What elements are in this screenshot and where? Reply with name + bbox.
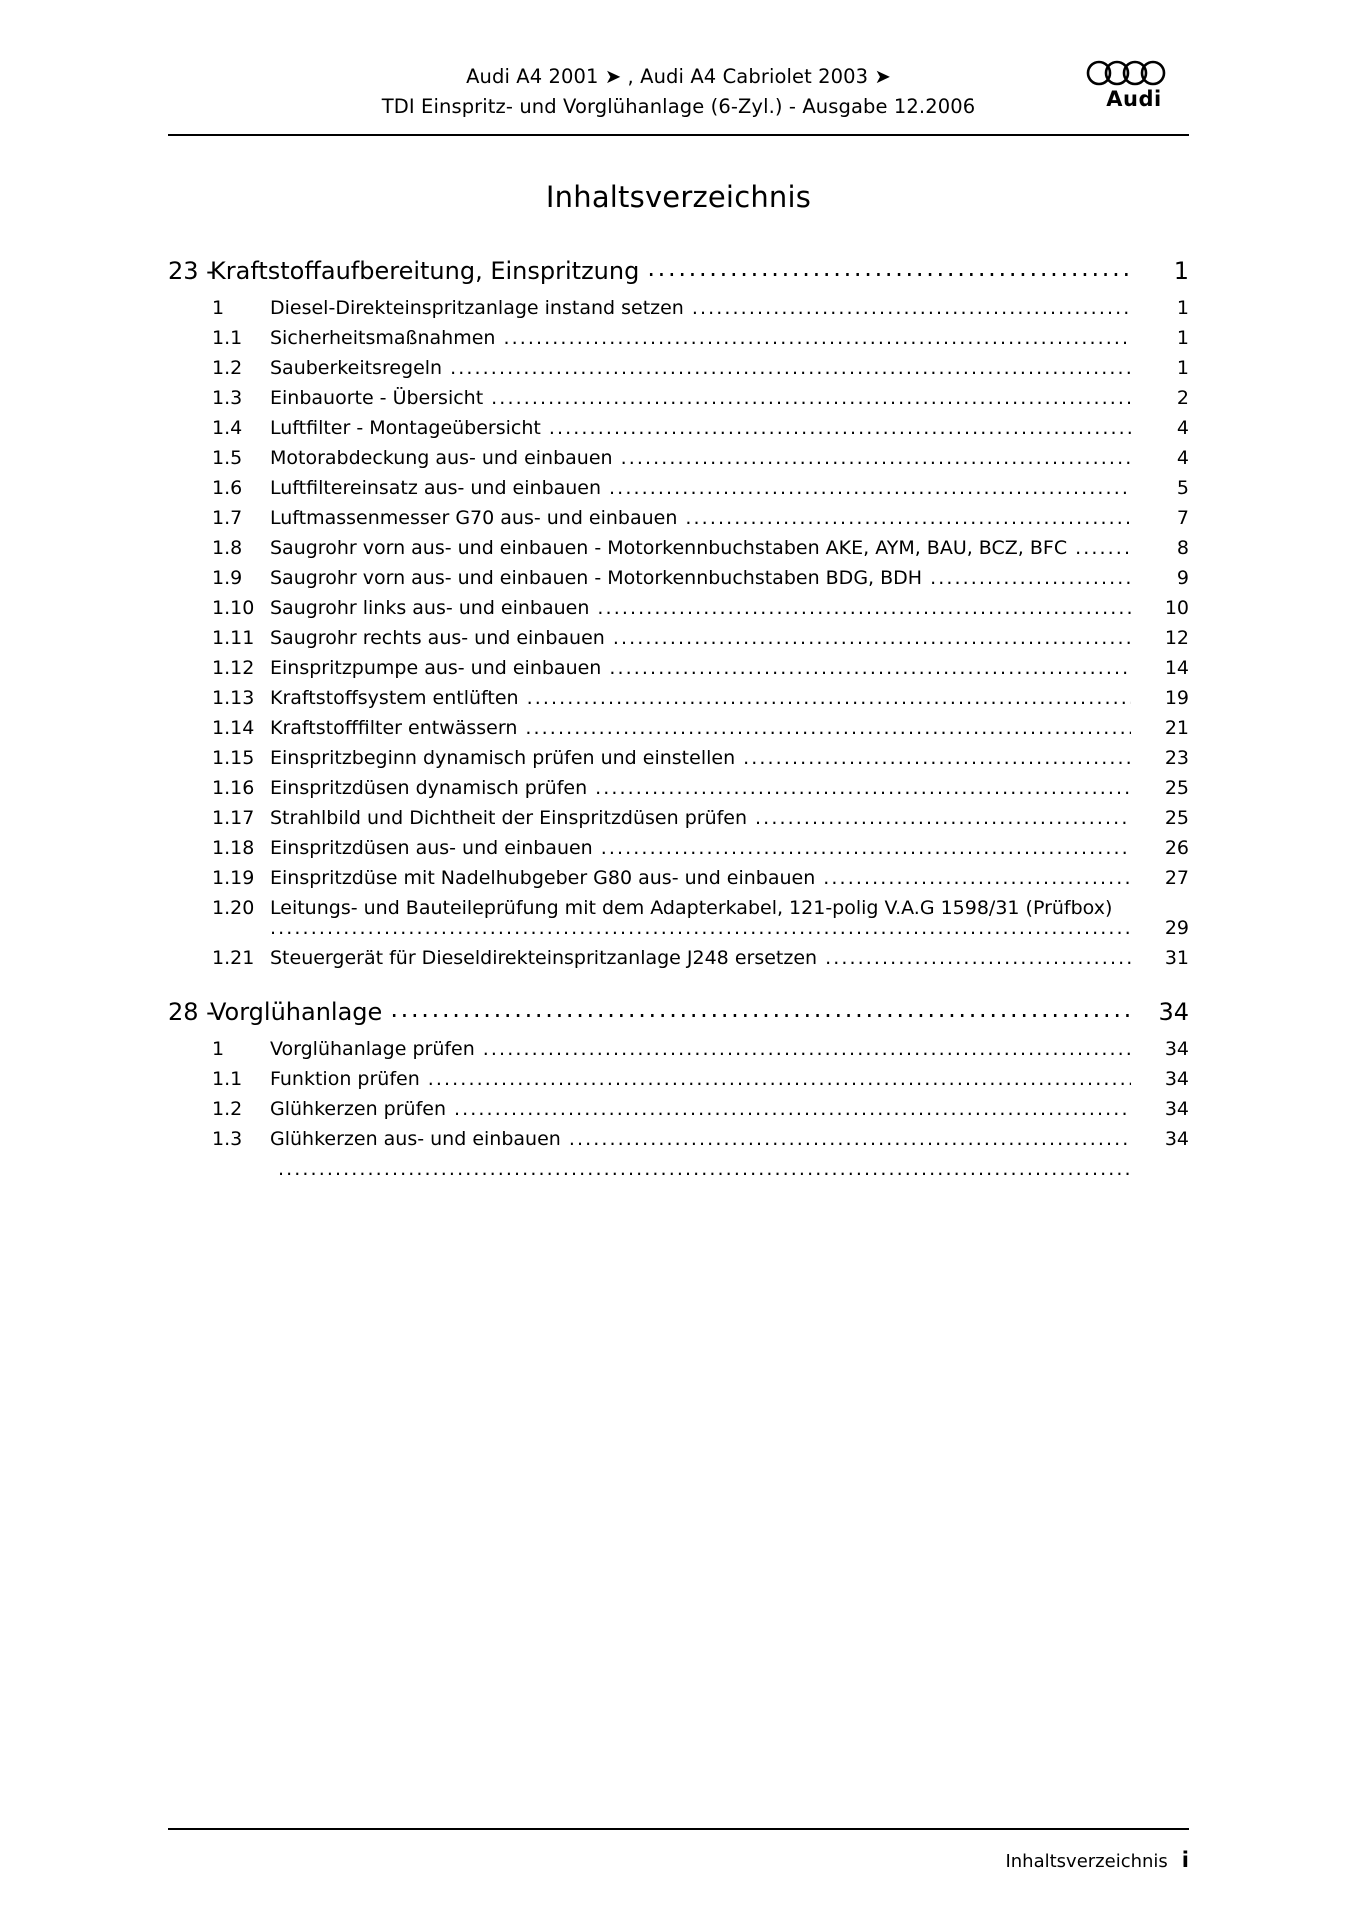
toc-label: Diesel-Direkteinspritzanlage instand setzen (270, 297, 684, 319)
page-header (168, 0, 1189, 132)
toc-number: 1.3 (212, 1128, 243, 1150)
toc-number: 1.8 (212, 537, 243, 559)
toc-number: 1.20 (212, 897, 255, 919)
toc-page: 4 (1176, 447, 1189, 469)
toc-entry-subsection[interactable] (168, 417, 1189, 439)
toc-label: Steuergerät für Dieseldirekteinspritzanlage J248 ersetzen (270, 947, 818, 969)
toc-number: 1.2 (212, 357, 243, 379)
toc-entry-continuation[interactable] (168, 917, 1189, 939)
toc-entry-subsection[interactable] (168, 627, 1189, 649)
toc-page: 27 (1164, 867, 1189, 889)
toc-number: 1 (212, 297, 225, 319)
toc-leader (755, 807, 1131, 829)
toc-page: 1 (1176, 357, 1189, 379)
toc-number: 1.19 (212, 867, 255, 889)
toc-label: Leitungs- und Bauteileprüfung mit dem Adapterkabel, 121-polig V.A.G 1598/31 (Prüfbox) (270, 897, 1113, 919)
toc-page: 7 (1176, 507, 1189, 529)
toc-label: Luftfiltereinsatz aus- und einbauen (270, 477, 602, 499)
toc-entry-subsection[interactable] (168, 1128, 1189, 1150)
page-footer (168, 1828, 1189, 1872)
toc-continuation-spacer (168, 917, 270, 939)
toc-entry-subsection[interactable] (168, 357, 1189, 379)
toc-number: 1.5 (212, 447, 243, 469)
toc-page: 8 (1176, 537, 1189, 559)
toc-label: Funktion prüfen (270, 1068, 420, 1090)
toc-label: Einspritzdüse mit Nadelhubgeber G80 aus- und einbauen (270, 867, 816, 889)
toc-number: 1.15 (212, 747, 255, 769)
toc-leader (390, 995, 1131, 1023)
toc-leader (595, 777, 1131, 799)
toc-number: 1.12 (212, 657, 255, 679)
toc-page: 2 (1176, 387, 1189, 409)
toc-entry-subsection[interactable] (168, 837, 1189, 859)
footer-divider (168, 1828, 1189, 1830)
toc-number: 1.11 (212, 627, 255, 649)
toc-label: Glühkerzen prüfen (270, 1098, 446, 1120)
toc-leader (525, 717, 1131, 739)
toc-entry-subsection[interactable] (168, 537, 1189, 559)
toc-number: 1.1 (212, 1068, 243, 1090)
toc-page: 1 (1176, 297, 1189, 319)
toc-leader (270, 917, 1131, 939)
toc-page: 34 (1164, 1038, 1189, 1060)
toc-label: Einbauorte - Übersicht (270, 387, 484, 409)
toc-label: Luftmassenmesser G70 aus- und einbauen (270, 507, 678, 529)
toc-leader (454, 1098, 1131, 1120)
toc-leader (825, 947, 1131, 969)
toc-page: 21 (1164, 717, 1189, 739)
toc-label: Einspritzpumpe aus- und einbauen (270, 657, 602, 679)
toc-page: 26 (1164, 837, 1189, 859)
header-line-model: Audi A4 2001 ➤ , Audi A4 Cabriolet 2003 ➤ (466, 65, 891, 88)
header-divider (168, 134, 1189, 136)
toc-page: 1 (1176, 327, 1189, 349)
toc-entry-subsection[interactable] (168, 867, 1189, 889)
toc-entry-subsection[interactable] (168, 477, 1189, 499)
toc-leader (569, 1128, 1131, 1150)
toc-number: 1.9 (212, 567, 243, 589)
toc-entry-subsection[interactable] (168, 947, 1189, 969)
toc-number: 1.21 (212, 947, 255, 969)
toc-page: 23 (1164, 747, 1189, 769)
toc-number: 1.3 (212, 387, 243, 409)
toc-page: 29 (1164, 917, 1189, 939)
footer-text-block (168, 1848, 1189, 1872)
header-title-block (168, 62, 1189, 122)
page-title: Inhaltsverzeichnis (545, 180, 812, 214)
toc-page: 9 (1176, 567, 1189, 589)
toc-leader (278, 1158, 1131, 1180)
toc-leader (1075, 537, 1131, 559)
toc-page: 4 (1176, 417, 1189, 439)
toc-label: Saugrohr vorn aus- und einbauen - Motorkennbuchstaben BDG, BDH (270, 567, 923, 589)
toc-entry-subsection[interactable] (168, 657, 1189, 679)
toc-leader (503, 327, 1131, 349)
toc-entry-subsection[interactable] (168, 1068, 1189, 1090)
toc-page: 14 (1164, 657, 1189, 679)
toc-label: Luftfilter - Montageübersicht (270, 417, 541, 439)
toc-label: Saugrohr links aus- und einbauen (270, 597, 590, 619)
toc-label: Einspritzbeginn dynamisch prüfen und einstellen (270, 747, 736, 769)
toc-label: Motorabdeckung aus- und einbauen (270, 447, 613, 469)
toc-page: 25 (1164, 777, 1189, 799)
toc-number: 1.2 (212, 1098, 243, 1120)
toc-entry-subsection[interactable] (168, 1158, 1189, 1180)
toc-leader (647, 254, 1131, 282)
toc-entry-chapter[interactable] (168, 254, 1189, 285)
toc-entry-subsection[interactable] (168, 597, 1189, 619)
audi-wordmark: Audi (1106, 87, 1162, 111)
toc-leader (428, 1068, 1131, 1090)
toc-page: 5 (1176, 477, 1189, 499)
toc-leader (527, 687, 1131, 709)
toc-label: Kraftstoffaufbereitung, Einspritzung (210, 257, 640, 285)
toc-number: 1.16 (212, 777, 255, 799)
toc-leader (483, 1038, 1131, 1060)
header-line-subject: TDI Einspritz- und Vorglühanlage (6-Zyl.) - Ausgabe 12.2006 (381, 95, 976, 119)
toc-entry-subsection[interactable] (168, 507, 1189, 529)
toc-number: 1.14 (212, 717, 255, 739)
toc-number: 28 - (168, 998, 215, 1026)
toc-leader (621, 447, 1131, 469)
toc-number: 23 - (168, 257, 215, 285)
toc-label: Einspritzdüsen aus- und einbauen (270, 837, 593, 859)
toc-entry-section[interactable] (168, 297, 1189, 319)
toc-leader (743, 747, 1131, 769)
toc-number: 1 (212, 1038, 225, 1060)
toc-page: 34 (1158, 998, 1189, 1026)
toc-page: 34 (1164, 1098, 1189, 1120)
toc-entry-subsection[interactable] (168, 387, 1189, 409)
toc-page: 10 (1164, 597, 1189, 619)
toc-page: 34 (1164, 1068, 1189, 1090)
toc-label: Strahlbild und Dichtheit der Einspritzdüsen prüfen (270, 807, 748, 829)
toc-entry-section[interactable] (168, 1038, 1189, 1060)
audi-rings-logo (1079, 60, 1189, 111)
toc-label: Sicherheitsmaßnahmen (270, 327, 496, 349)
toc-label: Vorglühanlage prüfen (270, 1038, 475, 1060)
toc-number: 1.4 (212, 417, 243, 439)
toc-number: 1.13 (212, 687, 255, 709)
toc-leader (450, 357, 1131, 379)
toc-entry-subsection[interactable] (168, 447, 1189, 469)
toc-entry-subsection[interactable] (168, 897, 1189, 919)
toc-leader (609, 477, 1131, 499)
toc-page: 34 (1164, 1128, 1189, 1150)
toc-label: Vorglühanlage (210, 998, 383, 1026)
audi-rings-icon (1085, 60, 1183, 86)
toc-label: Sauberkeitsregeln (270, 357, 443, 379)
footer-page-number: i (1181, 1848, 1189, 1872)
toc-entry-subsection[interactable] (168, 747, 1189, 769)
toc-leader (613, 627, 1131, 649)
toc-leader (930, 567, 1131, 589)
footer-label: Inhaltsverzeichnis (1005, 1851, 1168, 1872)
toc-entry-subsection[interactable] (168, 1098, 1189, 1120)
toc-leader (685, 507, 1131, 529)
toc-leader (601, 837, 1131, 859)
toc-number: 1.18 (212, 837, 255, 859)
toc-page: 19 (1164, 687, 1189, 709)
toc-number: 1.6 (212, 477, 243, 499)
toc-leader (692, 297, 1131, 319)
toc-label: Einspritzdüsen dynamisch prüfen (270, 777, 588, 799)
toc-label: Saugrohr rechts aus- und einbauen (270, 627, 605, 649)
table-of-contents (168, 254, 1189, 1180)
toc-page: 1 (1173, 257, 1189, 285)
toc-label: Glühkerzen aus- und einbauen (270, 1128, 561, 1150)
toc-page: 31 (1164, 947, 1189, 969)
toc-entry-subsection[interactable] (168, 687, 1189, 709)
toc-label: Saugrohr vorn aus- und einbauen - Motorkennbuchstaben AKE, AYM, BAU, BCZ, BFC (270, 537, 1068, 559)
toc-number: 1.1 (212, 327, 243, 349)
toc-leader (597, 597, 1131, 619)
toc-leader (549, 417, 1131, 439)
toc-leader (491, 387, 1131, 409)
toc-entry-subsection[interactable] (168, 717, 1189, 739)
toc-entry-chapter[interactable] (168, 995, 1189, 1026)
toc-leader (609, 657, 1131, 679)
toc-page: 25 (1164, 807, 1189, 829)
toc-number: 1.17 (212, 807, 255, 829)
toc-number: 1.10 (212, 597, 255, 619)
toc-leader (823, 867, 1131, 889)
toc-entry-subsection[interactable] (168, 807, 1189, 829)
toc-page: 12 (1164, 627, 1189, 649)
toc-entry-subsection[interactable] (168, 327, 1189, 349)
toc-entry-subsection[interactable] (168, 567, 1189, 589)
toc-label: Kraftstoffsystem entlüften (270, 687, 519, 709)
toc-entry-subsection[interactable] (168, 777, 1189, 799)
toc-number: 1.7 (212, 507, 243, 529)
toc-label: Kraftstofffilter entwässern (270, 717, 518, 739)
